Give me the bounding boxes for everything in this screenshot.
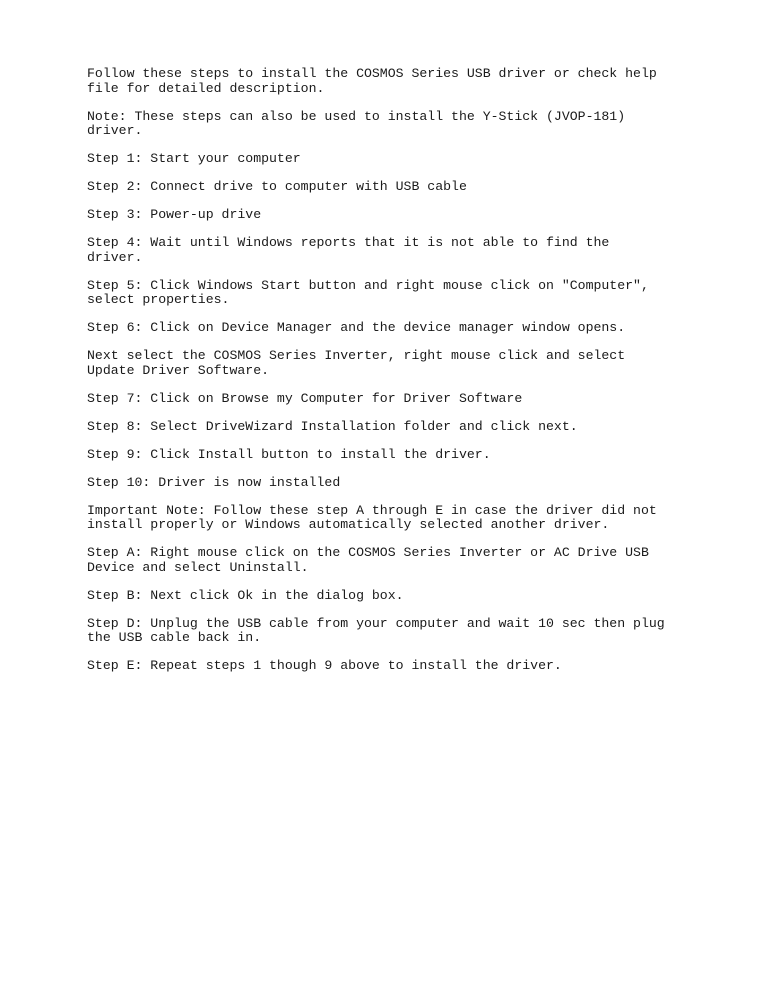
step-4: Step 4: Wait until Windows reports that it is not able to find the driver. (87, 235, 610, 265)
step-1: Step 1: Start your computer (87, 151, 301, 166)
note-paragraph: Note: These steps can also be used to install the Y-Stick (JVOP-181) driver. (87, 108, 626, 138)
step-e: Step E: Repeat steps 1 though 9 above to install the driver. (87, 658, 562, 673)
step-7: Step 7: Click on Browse my Computer for Driver Software (87, 390, 523, 406)
step-2: Step 2: Connect drive to computer with USB cable (87, 179, 467, 194)
step-10: Step 10: Driver is now installed (87, 474, 341, 490)
important-note: Important Note: Follow these step A through E in case the driver did not install properly or Windows automatically selected another driver. (87, 502, 657, 532)
intro-paragraph: Follow these steps to install the COSMOS Series USB driver or check help file for detailed description. (87, 66, 657, 96)
step-6-next: Next select the COSMOS Series Inverter, right mouse click and select Update Driver Software. (87, 348, 626, 378)
step-d: Step D: Unplug the USB cable from your computer and wait 10 sec then plug the USB cable back in. (87, 615, 665, 645)
step-b: Step B: Next click Ok in the dialog box. (87, 587, 404, 603)
step-8: Step 8: Select DriveWizard Installation folder and click next. (87, 418, 578, 434)
step-6: Step 6: Click on Device Manager and the device manager window opens. (87, 320, 626, 335)
step-5: Step 5: Click Windows Start button and right mouse click on "Computer", select properties. (87, 277, 649, 307)
step-a: Step A: Right mouse click on the COSMOS Series Inverter or AC Drive USB Device and select Uninstall. (87, 545, 649, 575)
step-3: Step 3: Power-up drive (87, 207, 262, 222)
step-9: Step 9: Click Install button to install the driver. (87, 446, 491, 462)
